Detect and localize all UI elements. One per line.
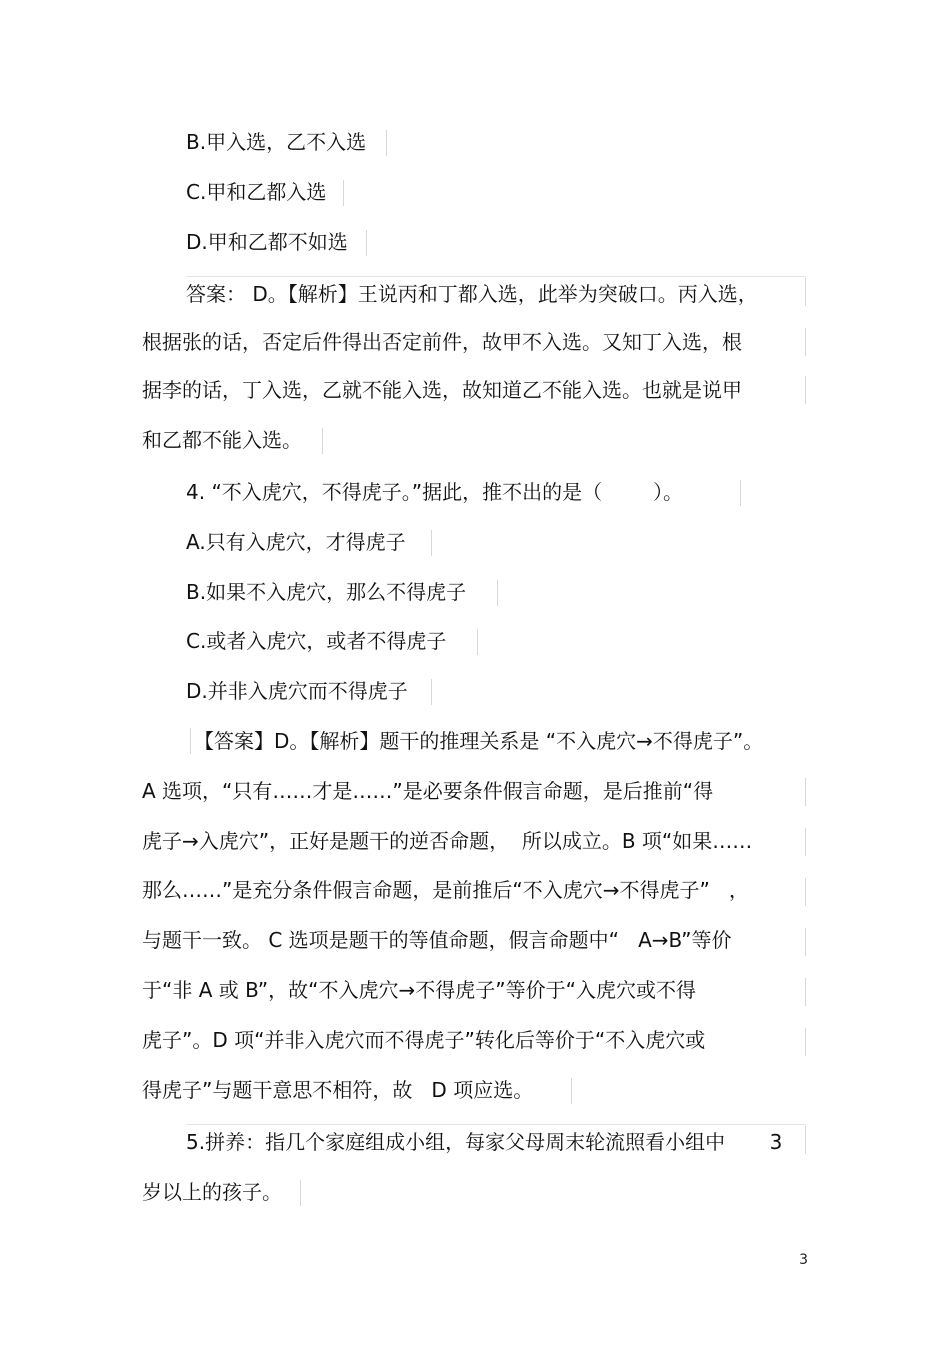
ruling-mark — [431, 530, 432, 556]
q4-option-c: C.或者入虎穴，或者不得虎子 — [186, 629, 447, 653]
ruling-mark — [805, 1126, 806, 1154]
ruling-mark — [805, 778, 806, 806]
q4-answer-line: 与题干一致。 C 选项是题干的等值命题，假言命题中“ A→B”等价 — [142, 928, 732, 952]
q3-option-b: B.甲入选，乙不入选 — [186, 130, 367, 154]
q3-answer-line: 和乙都不能入选。 — [142, 428, 302, 452]
q3-answer-line: 据李的话，丁入选，乙就不能入选，故知道乙不能入选。也就是说甲 — [142, 378, 742, 402]
q4-option-a: A.只有入虎穴，才得虎子 — [186, 530, 406, 554]
ruling-mark — [386, 130, 387, 156]
ruling-mark — [740, 480, 741, 506]
ruling-mark — [186, 1124, 806, 1125]
q4-answer-line: 于“非 A 或 B”，故“不入虎穴→不得虎子”等价于“入虎穴或不得 — [142, 978, 696, 1002]
ruling-mark — [805, 928, 806, 956]
q3-option-c: C.甲和乙都入选 — [186, 180, 327, 204]
q4-option-b: B.如果不入虎穴，那么不得虎子 — [186, 580, 467, 604]
ruling-mark — [186, 276, 806, 277]
q5-stem-line: 岁以上的孩子。 — [142, 1180, 282, 1204]
ruling-mark — [190, 728, 191, 754]
q3-option-d: D.甲和乙都不如选 — [186, 230, 348, 254]
q4-answer-line: A 选项，“只有……才是……”是必要条件假言命题，是后推前“得 — [142, 779, 714, 803]
q4-answer-line: 那么……”是充分条件假言命题，是前推后“不入虎穴→不得虎子” ， — [142, 878, 749, 902]
q3-answer-line: 根据张的话，否定后件得出否定前件，故甲不入选。又知丁入选，根 — [142, 330, 742, 354]
q4-stem: 4. “不入虎穴，不得虎子。”据此，推不出的是（ ）。 — [186, 480, 684, 504]
ruling-mark — [805, 828, 806, 856]
ruling-mark — [477, 629, 478, 655]
q4-answer-line: 虎子”。D 项“并非入虎穴而不得虎子”转化后等价于“不入虎穴或 — [142, 1028, 706, 1052]
ruling-mark — [805, 978, 806, 1006]
q4-answer-line: 虎子→入虎穴”，正好是题干的逆否命题， 所以成立。B 项“如果…… — [142, 829, 753, 853]
ruling-mark — [805, 376, 806, 404]
q3-answer-line: 答案： D。【解析】王说丙和丁都入选，此举为突破口。丙入选， — [186, 282, 758, 306]
q4-option-d: D.并非入虎穴而不得虎子 — [186, 679, 408, 703]
ruling-mark — [497, 580, 498, 606]
ruling-mark — [805, 328, 806, 356]
q4-answer-line: 【答案】D。【解析】题干的推理关系是 “不入虎穴→不得虎子”。 — [194, 729, 764, 753]
ruling-mark — [343, 180, 344, 206]
page-number: 3 — [799, 1252, 808, 1268]
ruling-mark — [322, 428, 323, 454]
ruling-mark — [805, 878, 806, 906]
ruling-mark — [300, 1180, 301, 1206]
ruling-mark — [805, 278, 806, 306]
q5-stem-line: 5.拼养：指几个家庭组成小组，每家父母周末轮流照看小组中 3 — [186, 1130, 783, 1154]
ruling-mark — [366, 230, 367, 256]
ruling-mark — [431, 679, 432, 705]
q4-answer-line: 得虎子”与题干意思不相符，故 D 项应选。 — [142, 1078, 534, 1102]
ruling-mark — [805, 1028, 806, 1056]
ruling-mark — [571, 1078, 572, 1104]
